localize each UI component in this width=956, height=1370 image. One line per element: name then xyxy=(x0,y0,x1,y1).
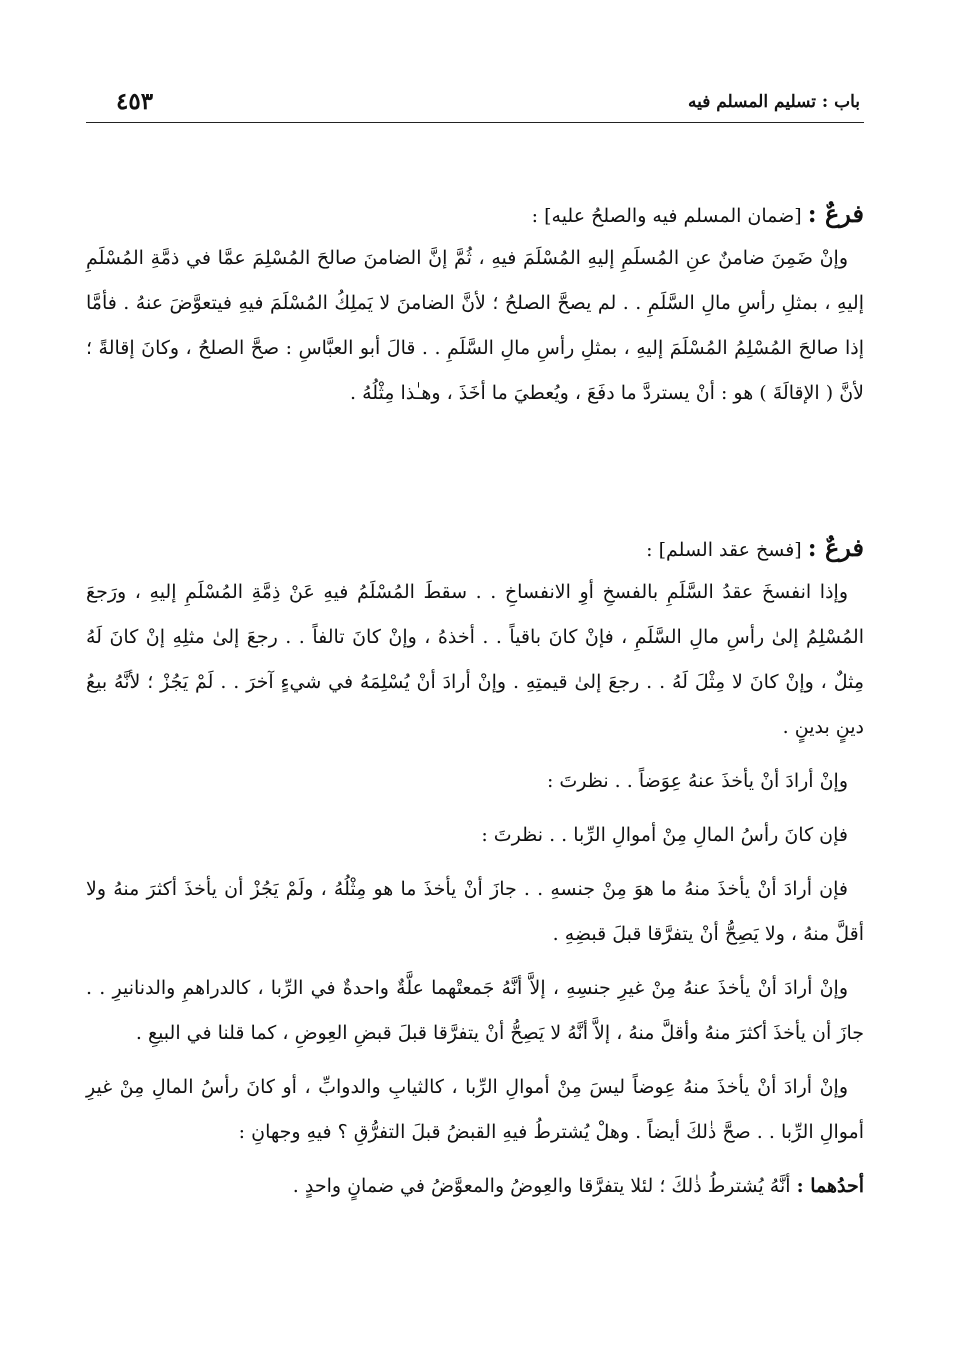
page-number: ٤٥٣ xyxy=(116,88,154,115)
running-head: باب : تسليم المسلم فيه xyxy=(687,92,860,112)
list-item xyxy=(86,1164,864,1209)
book-page xyxy=(86,0,864,1370)
paragraph: وإنْ ضَمِنَ ضامنٌ عنِ المُسلَمِ إليهِ المُسْلَمَ فيهِ ، ثُمَّ إنَّ الضامنَ صالحَ المُسْلِمَ عمَّا في ذمَّةِ المُسْلَمِ إليهِ ، بمثلِ رأسِ مالِ السَّلَمِ . . لم يصحَّ الصلحُ ؛ لأنَّ الضامنَ لا يَملِكُ المُسْلَمَ فيهِ فيتعوَّضَ عنهُ . فأمَّا إذا صالحَ المُسْلِمُ المُسْلَمَ إليهِ ، بمثلِ رأسِ مالِ السَّلَمِ . . قالَ أبو العبَّاسِ : صحَّ الصلحُ ، وكانَ إقالةً ؛ لأنَّ ( الإقالَةَ ) هو : أنْ يستردَّ ما دفَعَ ، ويُعطيَ ما أخَذَ ، وهـٰذا مِثْلُهُ . xyxy=(86,247,864,404)
section-guarantee xyxy=(86,194,864,416)
list-item-lead: أحدُهما : xyxy=(796,1175,864,1197)
section-annulment xyxy=(86,528,864,1209)
furu-label: فرعٌ : xyxy=(807,533,864,562)
furu-label: فرعٌ : xyxy=(807,199,864,228)
paragraph: وإنْ أرادَ أنْ يأخذَ منهُ عِوضاً ليسَ مِنْ أموالِ الرِّبا ، كالثيابِ والدوابِّ ، أو كانَ رأسُ المالِ مِنْ غيرِ أموالِ الرِّبا . . صحَّ ذٰلكَ أيضاً . وهلْ يُشترطُ فيهِ القبضُ قبلَ التفرُّقِ ؟ فيهِ وجهانِ : xyxy=(86,1076,864,1143)
heading-title: [فسخ عقد السلم] : xyxy=(646,539,802,561)
paragraph: وإنْ أرادَ أنْ يأخذَ عنهُ عِوَضاً . . نظرتَ : xyxy=(546,770,848,792)
paragraph: وإنْ أرادَ أنْ يأخذَ عنهُ مِنْ غيرِ جنسِهِ ، إلاَّ أنَّهُ جَمعتْهما علَّةٌ واحدةٌ في الرِّبا ، كالدراهمِ والدنانيرِ . . جازَ أن يأخذَ أكثرَ منهُ وأقلَّ منهُ ، إلاَّ أنَّهُ لا يَصِحُّ أنْ يتفرَّقا قبلَ قبضِ العِوضِ ، كما قلنا في البيعِ . xyxy=(86,977,864,1044)
paragraph: فإن كانَ رأسُ المالِ مِنْ أموالِ الرِّبا . . نظرتَ : xyxy=(481,824,848,846)
list-item-text: أنَّهُ يُشترطُ ذٰلكَ ؛ لئلا يتفرَّقا والعِوضُ والمعوَّضُ في ضمانٍ واحدٍ . xyxy=(292,1175,791,1197)
section-heading xyxy=(86,194,864,236)
paragraph: فإن أرادَ أنْ يأخذَ منهُ ما هوَ مِنْ جنسهِ . . جازَ أنْ يأخذَ ما هو مِثْلُهُ ، ولَمْ يَجُزْ أن يأخذَ أكثرَ منهُ ولا أقلَّ منهُ ، ولا يَصِحُّ أنْ يتفرَّقا قبلَ قبضِهِ . xyxy=(86,878,864,945)
section-heading xyxy=(86,528,864,570)
heading-title: [ضمان المسلم فيه والصلحُ عليه] : xyxy=(531,205,802,227)
page-header xyxy=(86,88,864,123)
paragraph: وإذا انفسخَ عقدُ السَّلَمِ بالفسخِ أوِ الانفساخِ . . سقطَ المُسْلَمُ فيهِ عَنْ ذِمَّةِ المُسْلَمِ إليهِ ، ورَجعَ المُسْلِمُ إلىٰ رأسِ مالِ السَّلَمِ ، فإنْ كانَ باقياً . . أخذهُ ، وإنْ كانَ تالفاً . . رجعَ إلىٰ مثلِهِ إنْ كانَ لَهُ مِثلٌ ، وإنْ كانَ لا مِثْلَ لَهُ . . رجعَ إلىٰ قيمتِهِ . وإنْ أرادَ أنْ يُسْلِمَهُ في شيءٍ آخرَ . . لَمْ يَجُزْ ؛ لأنَّهُ بيعُ دينٍ بدينٍ . xyxy=(86,581,864,738)
